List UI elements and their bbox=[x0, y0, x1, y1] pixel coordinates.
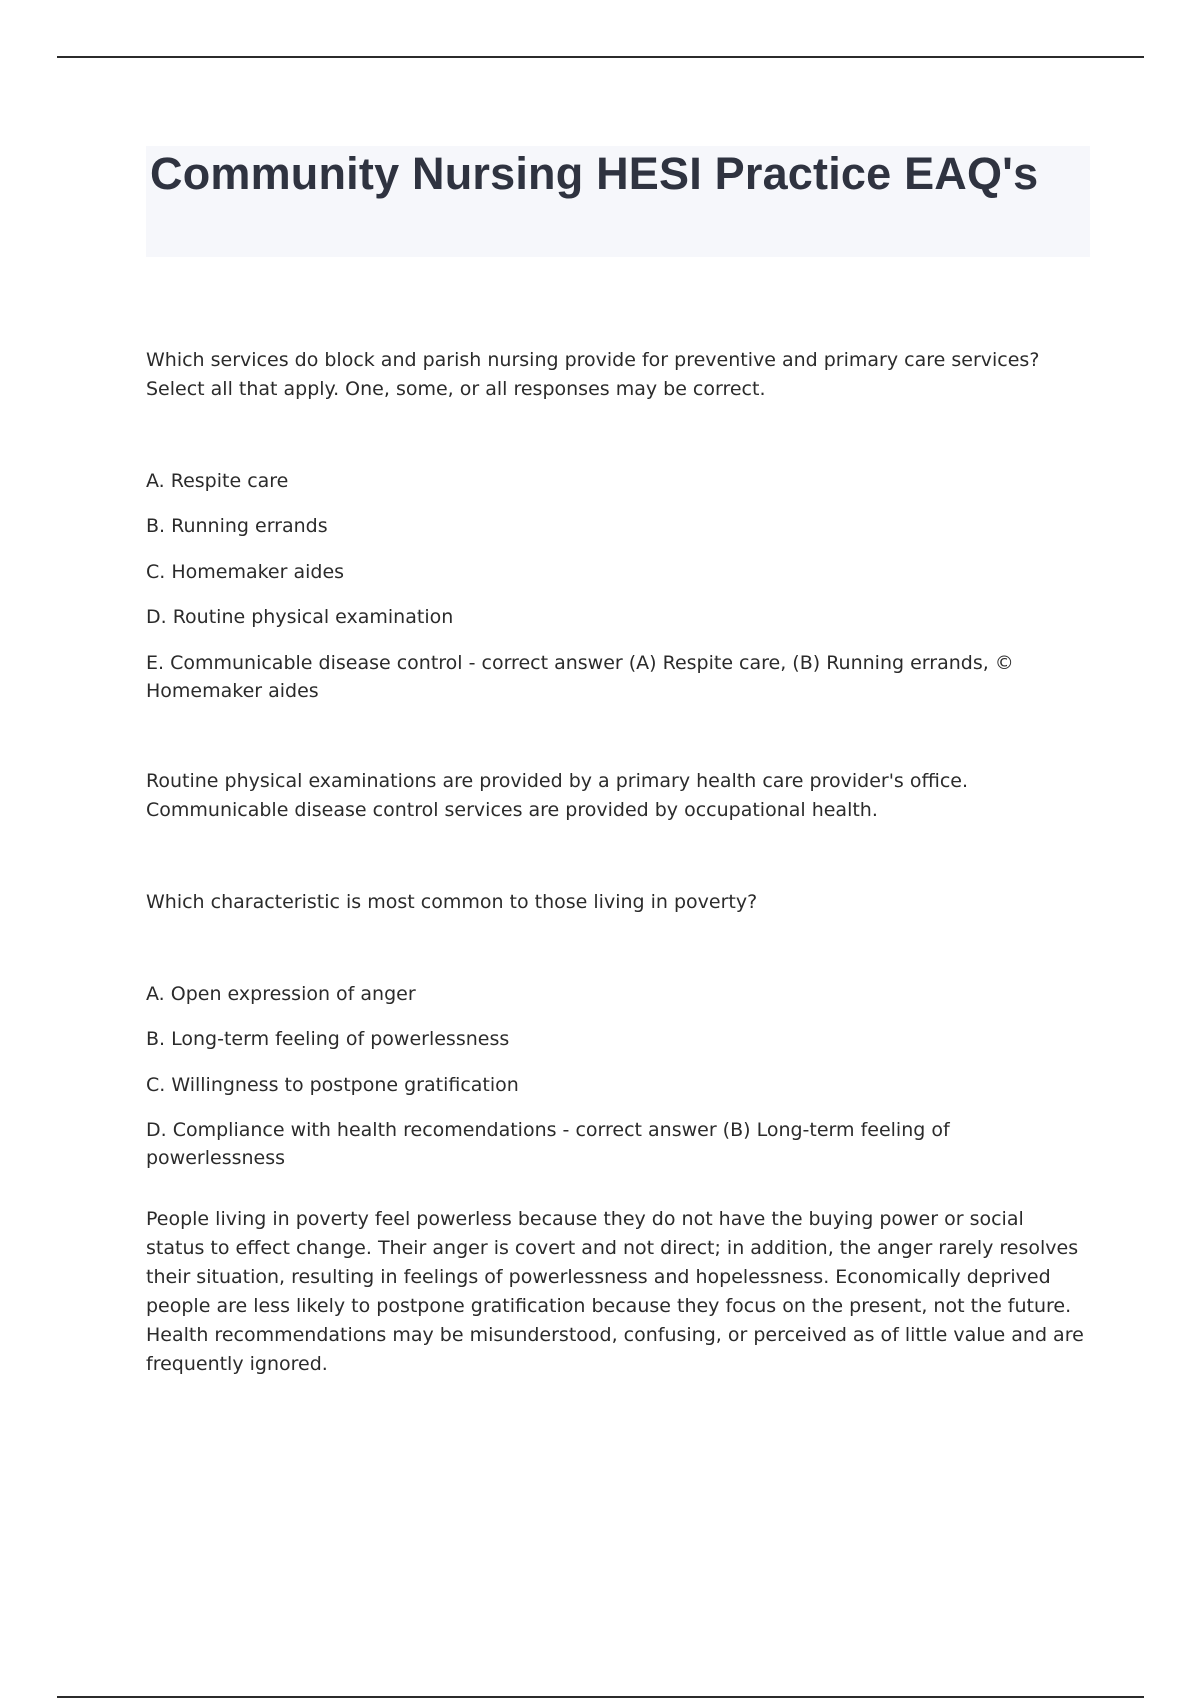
bottom-divider bbox=[57, 1696, 1144, 1698]
question-1-option-b: B. Running errands bbox=[146, 515, 328, 537]
question-2-prompt: Which characteristic is most common to those living in poverty? bbox=[146, 891, 758, 913]
question-1-rationale: Routine physical examinations are provided by a primary health care provider's office. Communicable disease control services are provided by occupational health. bbox=[146, 770, 969, 821]
question-2-option-b: B. Long-term feeling of powerlessness bbox=[146, 1028, 510, 1050]
page-title: Community Nursing HESI Practice EAQ's bbox=[150, 148, 1039, 199]
question-2-rationale: People living in poverty feel powerless because they do not have the buying power or social status to effect change. Their anger is covert and not direct; in addition, the anger rarely resolves their situation, resulting in feelings of powerlessness and hopelessness. Economically deprived people are less likely to postpone gratification because they focus on the present, not the future. Health recommendations may be misunderstood, confusing, or perceived as of little value and are frequently ignored. bbox=[146, 1208, 1084, 1375]
question-2-option-a: A. Open expression of anger bbox=[146, 983, 416, 1005]
question-1-option-c: C. Homemaker aides bbox=[146, 561, 345, 583]
question-1-option-a: A. Respite care bbox=[146, 470, 289, 492]
question-2-option-d: D. Compliance with health recomendations - correct answer (B) Long-term feeling of powerlessness bbox=[146, 1119, 950, 1169]
question-2-option-c: C. Willingness to postpone gratification bbox=[146, 1074, 519, 1096]
top-divider bbox=[57, 56, 1144, 58]
title-banner bbox=[146, 146, 1090, 257]
question-1-prompt: Which services do block and parish nursing provide for preventive and primary care services? Select all that apply. One, some, or all responses may be correct. bbox=[146, 349, 1040, 400]
question-1-option-e: E. Communicable disease control - correct answer (A) Respite care, (B) Running errands, © Homemaker aides bbox=[146, 652, 1014, 702]
question-1-option-d: D. Routine physical examination bbox=[146, 606, 454, 628]
